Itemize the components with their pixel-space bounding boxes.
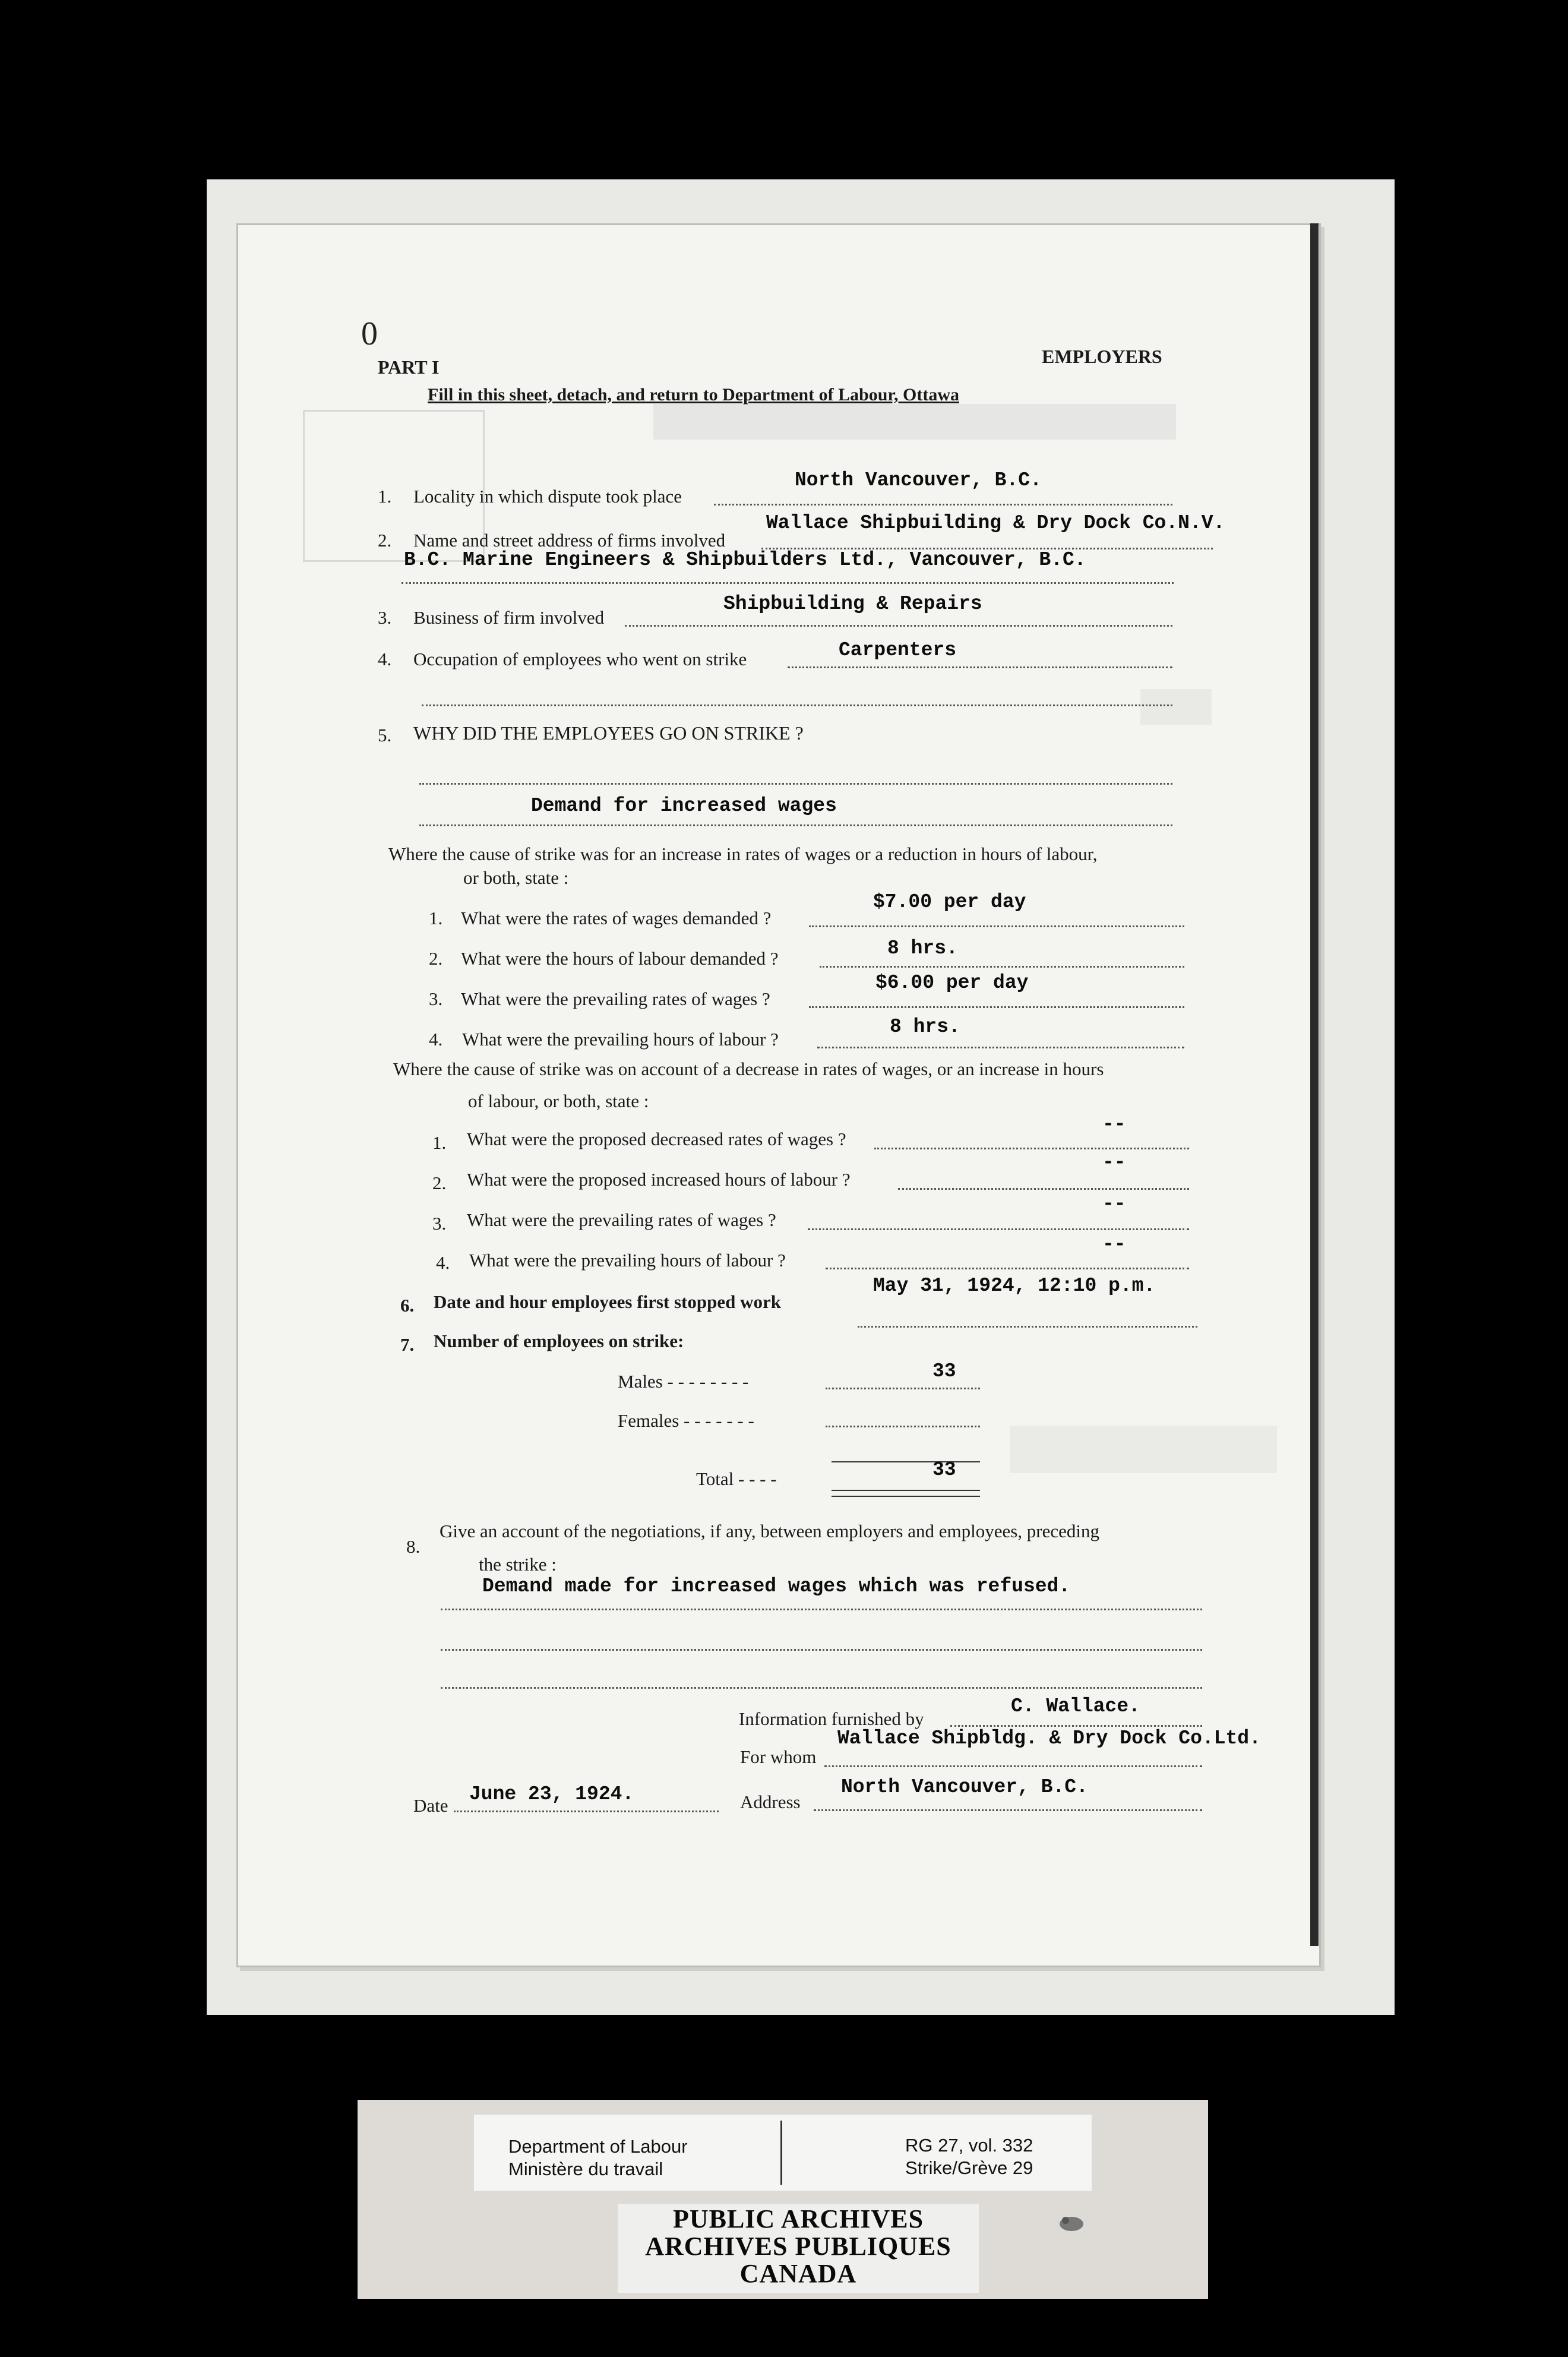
dec-1-number: 1. — [432, 1132, 447, 1153]
dec-2-number: 2. — [432, 1173, 447, 1193]
q6-line — [858, 1326, 1197, 1328]
dec-3-answer: -- — [1102, 1193, 1126, 1215]
q7-label: Number of employees on strike: — [434, 1331, 684, 1351]
total-rule-top — [832, 1461, 980, 1462]
info-value: C. Wallace. — [1011, 1695, 1140, 1717]
dec-1-line — [874, 1148, 1189, 1149]
stamp-line-1: PUBLIC ARCHIVES — [672, 2204, 924, 2233]
part-heading: PART I — [378, 356, 440, 378]
info-line — [950, 1725, 1202, 1727]
inc-4-line — [817, 1047, 1184, 1048]
inc-1-line — [809, 925, 1184, 927]
q6-number: 6. — [400, 1295, 415, 1316]
q5-answer: Demand for increased wages — [531, 795, 837, 817]
section-heading: EMPLOYERS — [1042, 346, 1162, 367]
total-value: 33 — [932, 1459, 956, 1481]
bleed-through-band-3 — [1010, 1426, 1277, 1473]
dec-1-label: What were the proposed decreased rates of wages ? — [467, 1129, 846, 1149]
q1-label: Locality in which dispute took place — [413, 486, 682, 507]
q5-line-1 — [419, 783, 1172, 785]
sheet-edge-shadow — [1310, 223, 1319, 1946]
inc-2-line — [820, 966, 1184, 968]
for-whom-line — [824, 1765, 1202, 1767]
address-line — [814, 1809, 1202, 1811]
dec-3-line — [808, 1228, 1189, 1230]
dec-4-label: What were the prevailing hours of labour ? — [469, 1250, 786, 1271]
total-rule-1 — [832, 1490, 980, 1491]
q5-number: 5. — [378, 725, 392, 745]
q8-answer: Demand made for increased wages which was refused. — [482, 1575, 1071, 1597]
return-instruction: Fill in this sheet, detach, and return to Department of Labour, Ottawa — [428, 385, 959, 405]
males-label: Males - - - - - - - - — [618, 1371, 749, 1392]
q8-line-3 — [441, 1687, 1202, 1689]
q2-label: Name and street address of firms involved — [413, 530, 726, 551]
dec-3-label: What were the prevailing rates of wages ? — [467, 1209, 776, 1230]
q4-answer-line — [788, 666, 1172, 668]
q4-answer: Carpenters — [839, 639, 957, 661]
inc-3-answer: $6.00 per day — [875, 972, 1029, 994]
dec-2-line — [898, 1188, 1189, 1190]
stamp-line-2: ARCHIVES PUBLIQUES — [645, 2232, 951, 2261]
decrease-intro-2: of labour, or both, state : — [468, 1091, 649, 1111]
strike-number: Strike/Grève 29 — [905, 2157, 1033, 2178]
total-rule-2 — [832, 1496, 980, 1497]
q3-answer: Shipbuilding & Repairs — [723, 593, 982, 615]
inc-2-answer: 8 hrs. — [887, 937, 958, 959]
inc-4-answer: 8 hrs. — [890, 1016, 960, 1038]
inc-3-number: 3. — [429, 988, 443, 1009]
q8-label-2: the strike : — [479, 1554, 557, 1575]
record-group-ref: RG 27, vol. 332 — [905, 2135, 1033, 2156]
dec-1-answer: -- — [1102, 1113, 1126, 1135]
females-line — [826, 1426, 980, 1427]
stamp-line-3: CANADA — [739, 2259, 857, 2288]
inc-2-label: What were the hours of labour demanded ? — [461, 948, 779, 969]
inc-1-number: 1. — [429, 908, 443, 928]
females-label: Females - - - - - - - — [618, 1410, 754, 1431]
stamp-emblem-icon — [1057, 2213, 1086, 2233]
date-value: June 23, 1924. — [469, 1783, 634, 1805]
bleed-through-band-2 — [1140, 689, 1212, 725]
q5-label: WHY DID THE EMPLOYEES GO ON STRIKE ? — [413, 722, 804, 744]
q3-answer-line — [625, 625, 1172, 627]
q2-answer: Wallace Shipbuilding & Dry Dock Co.N.V. — [766, 512, 1225, 534]
q1-number: 1. — [378, 486, 392, 507]
date-label: Date — [413, 1795, 448, 1816]
address-value: North Vancouver, B.C. — [841, 1776, 1088, 1798]
dec-2-answer: -- — [1102, 1151, 1126, 1173]
q2-answer-line-2 — [402, 582, 1174, 584]
inc-4-label: What were the prevailing hours of labour ? — [462, 1029, 779, 1050]
dec-2-label: What were the proposed increased hours of labour ? — [467, 1169, 851, 1190]
bleed-through-band — [653, 404, 1176, 440]
decrease-intro-1: Where the cause of strike was on account of a decrease in rates of wages, or an increase in hours — [393, 1059, 1104, 1079]
q5-line-2 — [419, 824, 1172, 826]
for-whom-label: For whom — [740, 1746, 817, 1767]
q8-label-1: Give an account of the negotiations, if any, between employers and employees, preceding — [440, 1521, 1100, 1541]
q7-number: 7. — [400, 1334, 415, 1355]
inc-2-number: 2. — [429, 948, 443, 969]
inc-3-line — [809, 1006, 1184, 1008]
inc-1-label: What were the rates of wages demanded ? — [461, 908, 772, 928]
dec-3-number: 3. — [432, 1213, 447, 1234]
inc-3-label: What were the prevailing rates of wages ? — [461, 988, 770, 1009]
q6-label: Date and hour employees first stopped work — [434, 1291, 781, 1312]
q8-line-2 — [441, 1649, 1202, 1651]
date-line — [454, 1811, 719, 1812]
q8-number: 8. — [406, 1536, 421, 1557]
for-whom-value: Wallace Shipbldg. & Dry Dock Co.Ltd. — [837, 1727, 1261, 1749]
q3-label: Business of firm involved — [413, 607, 605, 628]
q1-answer: North Vancouver, B.C. — [795, 469, 1042, 491]
males-line — [826, 1388, 980, 1389]
q2-number: 2. — [378, 530, 392, 551]
q6-answer: May 31, 1924, 12:10 p.m. — [873, 1275, 1156, 1297]
q4-extra-line — [422, 704, 1172, 706]
increase-intro-2: or both, state : — [463, 867, 569, 888]
q1-answer-line — [714, 504, 1172, 505]
males-value: 33 — [932, 1360, 956, 1382]
total-label: Total - - - - — [696, 1468, 777, 1489]
q8-line-1 — [441, 1609, 1202, 1610]
q4-label: Occupation of employees who went on strike — [413, 649, 747, 669]
dec-4-answer: -- — [1102, 1233, 1126, 1255]
dept-french: Ministère du travail — [508, 2159, 663, 2179]
address-label: Address — [740, 1792, 801, 1812]
info-label: Information furnished by — [739, 1708, 924, 1729]
corner-mark: 0 — [361, 315, 378, 352]
archive-card-divider — [780, 2121, 782, 2185]
inc-4-number: 4. — [429, 1029, 443, 1050]
increase-intro-1: Where the cause of strike was for an increase in rates of wages or a reduction in hours of labour, — [388, 843, 1098, 864]
dec-4-line — [826, 1268, 1189, 1269]
q2-answer-2: B.C. Marine Engineers & Shipbuilders Ltd., Vancouver, B.C. — [404, 549, 1086, 571]
inc-1-answer: $7.00 per day — [873, 891, 1026, 913]
q3-number: 3. — [378, 607, 392, 628]
dept-english: Department of Labour — [508, 2136, 688, 2157]
q4-number: 4. — [378, 649, 392, 669]
dec-4-number: 4. — [436, 1252, 450, 1273]
